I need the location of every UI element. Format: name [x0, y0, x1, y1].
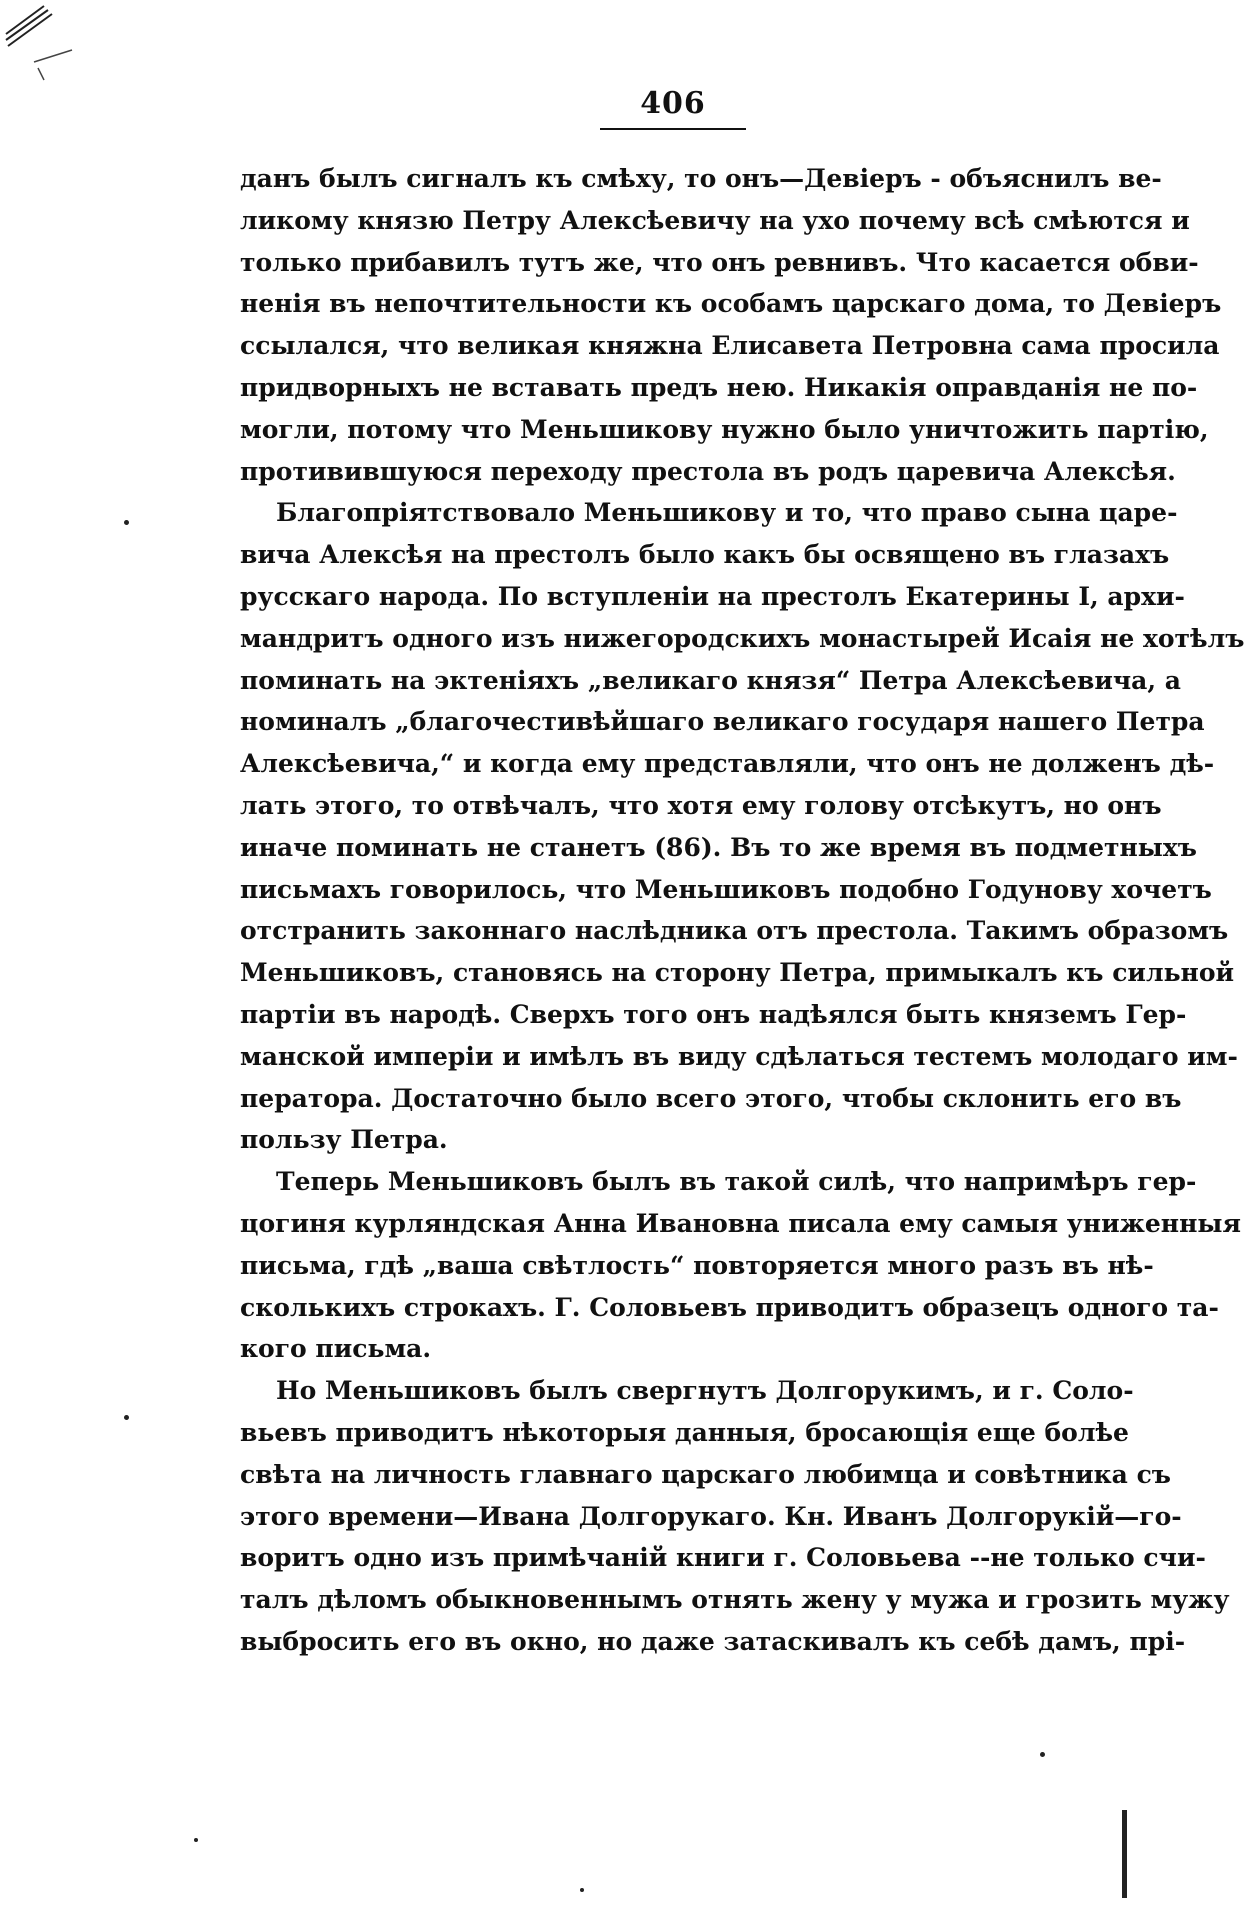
text-line: иначе поминать не станетъ (86). Въ то же время въ подметныхъ: [240, 832, 1197, 862]
text-line: только прибавилъ тутъ же, что онъ ревнивъ. Что касается обви-: [240, 247, 1199, 277]
page-number-rule: [600, 128, 746, 130]
text-line: свѣта на личность главнаго царскаго любимца и совѣтника съ: [240, 1459, 1171, 1489]
text-line: сколькихъ строкахъ. Г. Соловьевъ приводитъ образецъ одного та-: [240, 1292, 1219, 1322]
text-line: номиналъ „благочестивѣйшаго великаго государя нашего Петра: [240, 707, 1205, 737]
scan-speck: [580, 1888, 584, 1892]
text-line: могли, потому что Меньшикову нужно было уничтожить партію,: [240, 414, 1209, 444]
text-line: цогиня курляндская Анна Ивановна писала ему самыя униженныя: [240, 1208, 1241, 1238]
text-line: пользу Петра.: [240, 1125, 448, 1155]
text-line: лать этого, то отвѣчалъ, что хотя ему голову отсѣкутъ, но онъ: [240, 790, 1162, 820]
paragraph: [240, 1370, 1230, 1663]
text-line: этого времени—Ивана Долгорукаго. Кн. Иванъ Долгорукій—го-: [240, 1501, 1182, 1531]
text-line: Но Меньшиковъ былъ свергнутъ Долгорукимъ, и г. Соло-: [276, 1376, 1134, 1406]
text-line: противившуюся переходу престола въ родъ царевича Алексѣя.: [240, 456, 1176, 486]
scan-speck: [124, 520, 129, 525]
scan-edge-mark: [1122, 1810, 1127, 1898]
text-line: придворныхъ не вставать предъ нею. Никакія оправданія не по-: [240, 372, 1198, 402]
text-line: талъ дѣломъ обыкновеннымъ отнять жену у мужа и грозить мужу: [240, 1585, 1230, 1615]
text-line: партіи въ народѣ. Сверхъ того онъ надѣялся быть княземъ Гер-: [240, 999, 1187, 1029]
text-line: письмахъ говорилось, что Меньшиковъ подобно Годунову хочетъ: [240, 874, 1212, 904]
paragraph: [240, 158, 1222, 492]
text-line: выбросить его въ окно, но даже затаскивалъ къ себѣ дамъ, прі-: [240, 1626, 1186, 1656]
text-line: мандритъ одного изъ нижегородскихъ монастырей Исаія не хотѣлъ: [240, 623, 1244, 653]
text-line: Алексѣевича,“ и когда ему представляли, что онъ не долженъ дѣ-: [240, 749, 1215, 779]
text-line: кого письма.: [240, 1334, 432, 1364]
scan-speck: [1040, 1752, 1045, 1757]
text-line: русскаго народа. По вступленіи на престолъ Екатерины I, архи-: [240, 581, 1185, 611]
body-text: [240, 158, 1244, 1663]
scan-speck: [194, 1838, 198, 1842]
paragraph: [240, 492, 1244, 1161]
text-line: Теперь Меньшиковъ былъ въ такой силѣ, что напримѣръ гер-: [276, 1167, 1197, 1197]
text-line: вича Алексѣя на престолъ было какъ бы освящено въ глазахъ: [240, 540, 1170, 570]
text-line: Благопріятствовало Меньшикову и то, что право сына царе-: [276, 498, 1178, 528]
text-line: ненія въ непочтительности къ особамъ царскаго дома, то Девіеръ: [240, 289, 1222, 319]
text-line: манской имперіи и имѣлъ въ виду сдѣлаться тестемъ молодаго им-: [240, 1041, 1238, 1071]
text-line: вьевъ приводитъ нѣкоторыя данныя, бросающія еще болѣе: [240, 1417, 1129, 1447]
text-line: ликому князю Петру Алексѣевичу на ухо почему всѣ смѣются и: [240, 205, 1190, 235]
text-line: воритъ одно изъ примѣчаній книги г. Соловьева --не только счи-: [240, 1543, 1206, 1573]
text-line: ператора. Достаточно было всего этого, чтобы склонить его въ: [240, 1083, 1182, 1113]
text-line: ссылался, что великая княжна Елисавета Петровна сама просила: [240, 331, 1220, 361]
scan-corner-mark: [4, 4, 84, 82]
text-line: письма, гдѣ „ваша свѣтлость“ повторяется много разъ въ нѣ-: [240, 1250, 1154, 1280]
text-line: поминать на эктеніяхъ „великаго князя“ Петра Алексѣевича, а: [240, 665, 1181, 695]
paragraph: [240, 1161, 1241, 1370]
scan-speck: [124, 1415, 129, 1420]
text-line: Меньшиковъ, становясь на сторону Петра, примыкалъ къ сильной: [240, 958, 1235, 988]
text-line: данъ былъ сигналъ къ смѣху, то онъ—Девіеръ - объяснилъ ве-: [240, 164, 1162, 193]
page-number: 406: [640, 86, 706, 121]
text-line: отстранить законнаго наслѣдника отъ престола. Такимъ образомъ: [240, 916, 1229, 946]
